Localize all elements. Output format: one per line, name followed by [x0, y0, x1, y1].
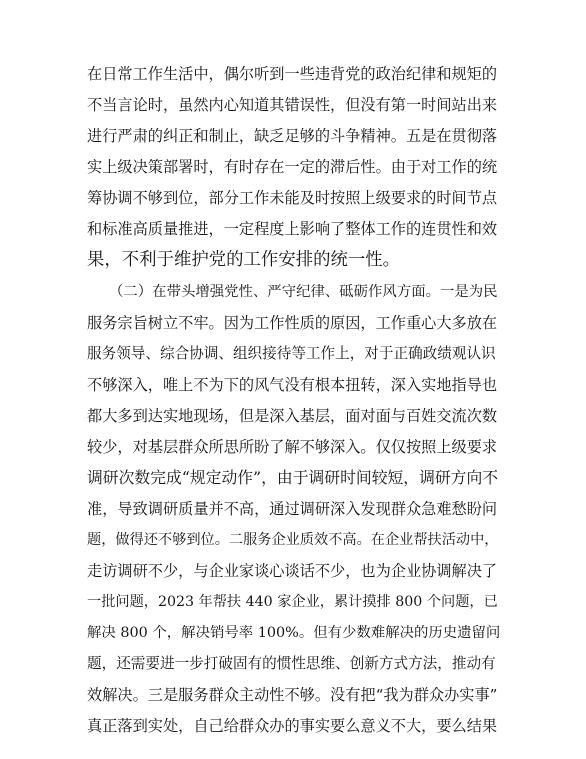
paragraph-line: 都大多到达实地现场，但是深入基层，面对面与百姓交流次数: [87, 407, 498, 425]
paragraph-line: 果，不利于维护党的工作安排的统一性。: [87, 250, 401, 270]
paragraph-line: 解决 800 个，解决销号率 100%。但有少数难解决的历史遗留问: [87, 625, 501, 641]
paragraph-line: 进行严肃的纠正和制止，缺乏足够的斗争精神。五是在贯彻落: [87, 127, 498, 145]
paragraph-line: 不当言论时，虽然内心知道其错误性，但没有第一时间站出来: [87, 96, 498, 114]
paragraph-line: 效解决。三是服务群众主动性不够。没有把“我为群众办实事”: [87, 686, 498, 704]
paragraph-line: 走访调研不少，与企业家谈心谈话不少，也为企业协调解决了: [87, 562, 498, 580]
paragraph-line: 服务宗旨树立不牢。因为工作性质的原因，工作重心大多放在: [87, 314, 498, 332]
paragraph-line: 实上级决策部署时，有时存在一定的滞后性。由于对工作的统: [87, 158, 498, 176]
paragraph-line: 题，做得还不够到位。二服务企业质效不高。在企业帮扶活动中，: [87, 532, 499, 548]
paragraph-line: 服务领导、综合协调、组织接待等工作上，对于正确政绩观认识: [87, 345, 496, 362]
paragraph-line: 题，还需要进一步打破固有的惯性思维、创新方式方法，推动有: [87, 655, 496, 672]
paragraph-line: 准，导致调研质量并不高，通过调研深入发现群众急难愁盼问: [87, 500, 498, 518]
paragraph-line: 筹协调不够到位，部分工作未能及时按照上级要求的时间节点: [87, 189, 498, 207]
paragraph-line: 在日常工作生活中，偶尔听到一些违背党的政治纪律和规矩的: [87, 65, 498, 83]
paragraph-line: 不够深入，唯上不为下的风气没有根本扭转，深入实地指导也: [87, 376, 498, 394]
paragraph-line: （二）在带头增强党性、严守纪律、砥砺作风方面。一是为民: [109, 284, 498, 300]
paragraph-line: 一批问题，2023 年帮扶 440 家企业，累计摸排 800 个问题，已: [87, 594, 498, 610]
paragraph-line: 和标准高质量推进，一定程度上影响了整体工作的连贯性和效: [87, 220, 498, 238]
paragraph-line: 调研次数完成“规定动作”，由于调研时间较短，调研方向不: [87, 468, 499, 487]
paragraph-line: 真正落到实处，自己给群众办的事实要么意义不大，要么结果: [87, 717, 498, 735]
paragraph-line: 较少，对基层群众所思所盼了解不够深入。仅仅按照上级要求: [87, 438, 498, 456]
